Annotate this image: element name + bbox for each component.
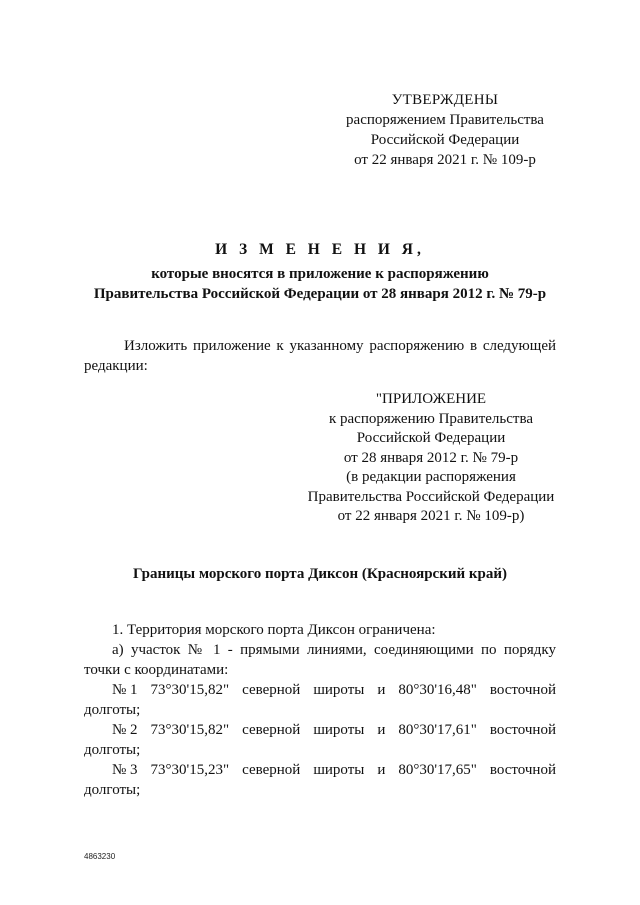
point-latitude: 73°30'15,23" [150, 762, 230, 778]
point-lon-label: восточной [489, 682, 556, 698]
heading-title: И З М Е Н Е Н И Я, [215, 241, 425, 258]
point-number: № 2 [112, 722, 138, 738]
paragraph-2-line: точки с координатами: [84, 662, 229, 678]
intro-line: Изложить приложение к указанному распоряжению в следующей [124, 338, 556, 354]
heading-line: которые вносятся в приложение к распоряжению [151, 266, 489, 282]
coordinate-point-1 [84, 680, 556, 700]
point-lat-word: широты [313, 682, 365, 698]
appendix-line: к распоряжению Правительства [328, 410, 533, 427]
document-id: 4863230 [84, 852, 116, 861]
approval-line: распоряжением Правительства [346, 112, 544, 128]
point-lat-word: широты [313, 722, 365, 738]
appendix-line: от 28 января 2012 г. № 79-р [343, 449, 519, 466]
approval-title: УТВЕРЖДЕНЫ [391, 92, 499, 108]
point-longitude: 80°30'17,61" [398, 722, 477, 738]
point-lat-label: северной [242, 722, 301, 738]
point-lat-word: широты [313, 762, 365, 778]
point-conj: и [377, 762, 386, 778]
intro-paragraph [84, 336, 556, 376]
paragraph-2-line: а) участок № 1 - прямыми линиями, соединяющими по порядку [112, 642, 556, 658]
appendix-title: "ПРИЛОЖЕНИЕ [375, 391, 487, 407]
approval-stamp [330, 90, 560, 170]
appendix-line: от 22 января 2021 г. № 109-р) [337, 508, 525, 524]
point-longitude: 80°30'17,65" [398, 762, 477, 778]
point-lat-label: северной [242, 762, 301, 778]
coordinate-point-2 [84, 720, 556, 740]
appendix-line: (в редакции распоряжения [346, 469, 516, 485]
point-latitude: 73°30'15,82" [150, 682, 230, 698]
point-number: № 3 [112, 762, 138, 778]
approval-line: Российской Федерации [370, 132, 520, 148]
point-tail: долготы; [84, 702, 141, 718]
intro-line: редакции: [84, 358, 148, 374]
point-tail: долготы; [84, 742, 141, 758]
document-heading [60, 240, 580, 304]
approval-line: от 22 января 2021 г. № 109-р [354, 152, 536, 168]
heading-line: Правительства Российской Федерации от 28 января 2012 г. № 79-р [93, 286, 547, 302]
point-conj: и [377, 682, 386, 698]
point-latitude: 73°30'15,82" [150, 722, 230, 738]
point-conj: и [377, 722, 386, 738]
point-number: № 1 [112, 682, 138, 698]
point-longitude: 80°30'16,48" [398, 682, 477, 698]
point-tail: долготы; [84, 782, 141, 798]
point-lon-label: восточной [489, 762, 556, 778]
point-lat-label: северной [242, 682, 301, 698]
appendix-line: Российской Федерации [356, 430, 506, 446]
appendix-header [302, 390, 560, 527]
appendix-line: Правительства Российской Федерации [307, 488, 555, 505]
paragraph-1: 1. Территория морского порта Диксон ограничена: [112, 622, 436, 638]
coordinate-point-3 [84, 760, 556, 780]
section-title: Границы морского порта Диксон (Красноярский край) [133, 566, 507, 582]
point-lon-label: восточной [489, 722, 556, 738]
body-text [84, 620, 556, 800]
